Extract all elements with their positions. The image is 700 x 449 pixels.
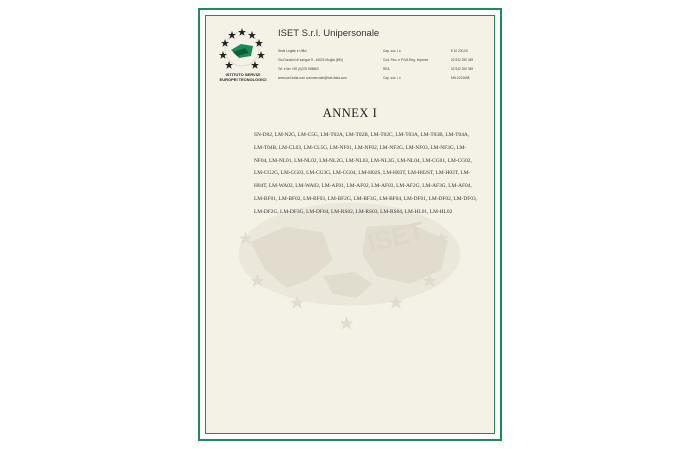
logo-caption — [215, 73, 271, 82]
company-name: ISET S.r.l. Unipersonale — [278, 28, 380, 39]
certificate-paper — [205, 15, 495, 434]
document-title: ANNEX I — [322, 106, 378, 120]
header-mid-line: REA — [383, 67, 390, 71]
header-left-line: Tel. e fax +39 (0)376 598863 — [278, 67, 319, 71]
watermark-star — [340, 317, 354, 330]
header-left-line: www.iset-italia.com commerciale@iset-italia.com — [278, 76, 347, 80]
header-left-line: Sede Legale e Uffici — [278, 49, 307, 53]
header-mid-line: Cap. soc. i.v. — [383, 49, 402, 53]
document-body: SN-D02, LM-N2G, LM-C5G, LM-T02A, LM-T02B, LM-T02C, LM-T03A, LM-T03B, LM-T04A, LM-T04B, LM-CL03, LM-CL5G, LM-NF01, LM-NF02, LM-NF2G, LM-NF03, LM-NF3G, LM-NF04, LM-NL01, LM-NL02, LM-NL2G, LM-NL03, LM-NL3G, LM-NL04, LM-CG01, LM-CG02, LM-CG2G, LM-CG03, LM-CG3G, LM-CG04, LM-H02S, LM-H03T, LM-H02ST, LM-H03T, LM-H04T, LM-WA02, LM-WA03, LM-AF01, LM-AF02, LM-AF03, LM-AF2G, LM-AF3G, LM-AF04, LM-BF01, LM-BF02, LM-BF03, LM-BF2G, LM-BF3G, LM-BF04, LM-DF01, LM-DF02, LM-DF03, LM-DF2G, LM-DF3G, LM-DF04, LM-RS02, LM-RS03, LM-RS04, LM-HL01, LM-HL02 — [254, 132, 477, 215]
header-right-line: 02 532 250 369 — [451, 58, 474, 62]
certificate-page — [198, 8, 502, 441]
header-left-line: Via Donatori di sangue 8 - 46024 Moglia (MN) — [278, 58, 343, 62]
logo-caption-line2: EUROPEI TECNOLOGICI — [219, 76, 267, 82]
watermark-text: ISET — [364, 217, 428, 259]
iset-star-ring-logo-icon — [217, 24, 267, 74]
header-right-line: 02 532 250 369 — [451, 67, 474, 71]
header-right-line: MN-0221698 — [451, 76, 470, 80]
logo-caption-line1: ISTITUTO SERVIZI — [225, 72, 261, 77]
header-mid-line: Cod. Fisc. e P.IVA Reg. Imprese — [383, 58, 429, 62]
header-right-line: € 10.200,00 — [451, 49, 468, 53]
header-mid-line: Cap. soc. i.v. — [383, 76, 402, 80]
